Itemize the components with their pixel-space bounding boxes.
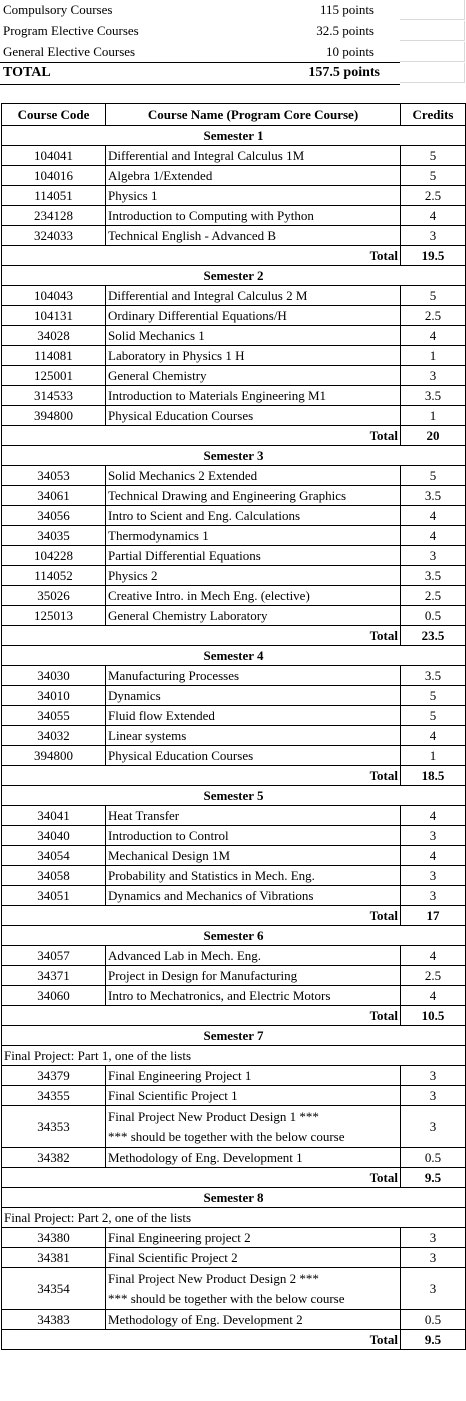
course-name: Project in Design for Manufacturing xyxy=(106,966,401,986)
course-row xyxy=(2,946,466,966)
course-row xyxy=(2,286,466,306)
course-row xyxy=(2,1310,466,1330)
semester-total-label: Total xyxy=(2,246,401,266)
course-row xyxy=(2,1066,466,1086)
summary-row-compulsory xyxy=(0,0,466,20)
course-name: General Chemistry Laboratory xyxy=(106,606,401,626)
course-credits: 5 xyxy=(401,466,466,486)
course-code: 34354 xyxy=(2,1268,106,1310)
course-row xyxy=(2,146,466,166)
summary-value: 115 points xyxy=(319,2,374,17)
course-code: 35026 xyxy=(2,586,106,606)
course-code: 34010 xyxy=(2,686,106,706)
semester-total-row xyxy=(2,246,466,266)
semester-note-row xyxy=(2,1208,466,1228)
course-credits: 4 xyxy=(401,206,466,226)
course-name: General Chemistry xyxy=(106,366,401,386)
course-row xyxy=(2,486,466,506)
course-name: Manufacturing Processes xyxy=(106,666,401,686)
course-name: Physics 2 xyxy=(106,566,401,586)
course-credits: 3 xyxy=(401,1268,466,1310)
semester-note-row xyxy=(2,1046,466,1066)
course-code: 34040 xyxy=(2,826,106,846)
course-name xyxy=(106,1268,401,1310)
semester-total-row xyxy=(2,766,466,786)
course-credits: 4 xyxy=(401,326,466,346)
summary-label: General Elective Courses xyxy=(3,44,136,59)
course-name: Methodology of Eng. Development 2 xyxy=(106,1310,401,1330)
summary-label: Program Elective Courses xyxy=(3,23,139,38)
semester-title: Semester 2 xyxy=(2,266,466,286)
course-code: 114051 xyxy=(2,186,106,206)
course-name: Physics 1 xyxy=(106,186,401,206)
course-row xyxy=(2,546,466,566)
semester-total-credits: 17 xyxy=(401,906,466,926)
course-code: 34054 xyxy=(2,846,106,866)
course-name: Solid Mechanics 1 xyxy=(106,326,401,346)
course-credits: 3 xyxy=(401,826,466,846)
course-row xyxy=(2,686,466,706)
semester-total-credits: 19.5 xyxy=(401,246,466,266)
course-code: 114052 xyxy=(2,566,106,586)
semester-total-row xyxy=(2,1006,466,1026)
course-row xyxy=(2,1086,466,1106)
course-code: 34028 xyxy=(2,326,106,346)
summary-value: 10 points xyxy=(325,44,374,59)
course-table xyxy=(1,103,466,1350)
course-name: Introduction to Control xyxy=(106,826,401,846)
course-row xyxy=(2,326,466,346)
course-name: Creative Intro. in Mech Eng. (elective) xyxy=(106,586,401,606)
course-credits: 4 xyxy=(401,946,466,966)
header-course-code: Course Code xyxy=(2,104,106,126)
semester-title: Semester 5 xyxy=(2,786,466,806)
course-row xyxy=(2,1268,466,1310)
course-name: Final Engineering Project 1 xyxy=(106,1066,401,1086)
semester-heading-row xyxy=(2,646,466,666)
course-row xyxy=(2,346,466,366)
course-code: 34383 xyxy=(2,1310,106,1330)
course-name: Methodology of Eng. Development 1 xyxy=(106,1148,401,1168)
course-row xyxy=(2,466,466,486)
semester-heading-row xyxy=(2,266,466,286)
course-name: Mechanical Design 1M xyxy=(106,846,401,866)
course-name: Probability and Statistics in Mech. Eng. xyxy=(106,866,401,886)
course-credits: 3 xyxy=(401,1248,466,1268)
course-row xyxy=(2,826,466,846)
course-credits: 3 xyxy=(401,1106,466,1148)
semester-heading-row xyxy=(2,446,466,466)
semester-total-label: Total xyxy=(2,1330,401,1350)
course-credits: 3.5 xyxy=(401,666,466,686)
course-name: Intro to Mechatronics, and Electric Motors xyxy=(106,986,401,1006)
course-row xyxy=(2,586,466,606)
course-credits: 2.5 xyxy=(401,966,466,986)
course-credits: 0.5 xyxy=(401,606,466,626)
course-credits: 2.5 xyxy=(401,586,466,606)
course-name: Technical Drawing and Engineering Graphics xyxy=(106,486,401,506)
course-code: 34061 xyxy=(2,486,106,506)
course-credits: 0.5 xyxy=(401,1148,466,1168)
semester-title: Semester 1 xyxy=(2,126,466,146)
course-code: 34055 xyxy=(2,706,106,726)
course-name: Final Scientific Project 2 xyxy=(106,1248,401,1268)
course-name: Final Scientific Project 1 xyxy=(106,1086,401,1106)
course-subnote: *** should be together with the below course xyxy=(108,1129,345,1144)
semester-total-label: Total xyxy=(2,906,401,926)
course-credits: 5 xyxy=(401,286,466,306)
semester-title: Semester 4 xyxy=(2,646,466,666)
course-code: 34381 xyxy=(2,1248,106,1268)
summary-bottom-line xyxy=(0,84,400,85)
semester-title: Semester 7 xyxy=(2,1026,466,1046)
course-row xyxy=(2,206,466,226)
course-code: 104041 xyxy=(2,146,106,166)
course-code: 34060 xyxy=(2,986,106,1006)
course-code: 34057 xyxy=(2,946,106,966)
semester-heading-row xyxy=(2,126,466,146)
course-name: Physical Education Courses xyxy=(106,406,401,426)
course-row xyxy=(2,1228,466,1248)
course-credits: 4 xyxy=(401,806,466,826)
summary-value: 32.5 points xyxy=(316,23,374,38)
course-code: 34353 xyxy=(2,1106,106,1148)
course-name: Differential and Integral Calculus 1M xyxy=(106,146,401,166)
header-credits: Credits xyxy=(401,104,466,126)
course-row xyxy=(2,706,466,726)
summary-row-total xyxy=(0,63,466,83)
course-code: 394800 xyxy=(2,746,106,766)
semester-total-credits: 18.5 xyxy=(401,766,466,786)
course-name: Ordinary Differential Equations/H xyxy=(106,306,401,326)
course-credits: 4 xyxy=(401,526,466,546)
course-row xyxy=(2,746,466,766)
course-name: Solid Mechanics 2 Extended xyxy=(106,466,401,486)
course-name xyxy=(106,1106,401,1148)
course-name-text: Final Project New Product Design 1 *** xyxy=(108,1109,319,1124)
semester-total-label: Total xyxy=(2,1006,401,1026)
course-name: Algebra 1/Extended xyxy=(106,166,401,186)
course-code: 104131 xyxy=(2,306,106,326)
course-code: 104228 xyxy=(2,546,106,566)
course-credits: 3 xyxy=(401,366,466,386)
course-name: Partial Differential Equations xyxy=(106,546,401,566)
course-code: 34371 xyxy=(2,966,106,986)
summary-row-general-elective xyxy=(0,42,466,62)
course-credits: 1 xyxy=(401,406,466,426)
course-row xyxy=(2,386,466,406)
semester-heading-row xyxy=(2,926,466,946)
course-code: 234128 xyxy=(2,206,106,226)
semester-total-credits: 9.5 xyxy=(401,1168,466,1188)
course-row xyxy=(2,666,466,686)
course-row xyxy=(2,166,466,186)
semester-total-row xyxy=(2,906,466,926)
semester-total-credits: 20 xyxy=(401,426,466,446)
course-row xyxy=(2,986,466,1006)
semester-total-label: Total xyxy=(2,1168,401,1188)
course-credits: 4 xyxy=(401,506,466,526)
course-code: 34058 xyxy=(2,866,106,886)
course-code: 34041 xyxy=(2,806,106,826)
course-code: 34035 xyxy=(2,526,106,546)
course-code: 34380 xyxy=(2,1228,106,1248)
course-credits: 5 xyxy=(401,686,466,706)
course-credits: 3 xyxy=(401,1086,466,1106)
semester-heading-row xyxy=(2,786,466,806)
course-credits: 0.5 xyxy=(401,1310,466,1330)
summary-label: Compulsory Courses xyxy=(3,2,113,17)
course-credits: 4 xyxy=(401,846,466,866)
course-row xyxy=(2,406,466,426)
course-code: 34032 xyxy=(2,726,106,746)
course-row xyxy=(2,306,466,326)
course-row xyxy=(2,726,466,746)
course-code: 104016 xyxy=(2,166,106,186)
semester-note: Final Project: Part 2, one of the lists xyxy=(2,1208,466,1228)
course-credits: 3.5 xyxy=(401,386,466,406)
course-credits: 1 xyxy=(401,746,466,766)
course-code: 394800 xyxy=(2,406,106,426)
course-code: 34053 xyxy=(2,466,106,486)
semester-title: Semester 6 xyxy=(2,926,466,946)
course-credits: 4 xyxy=(401,726,466,746)
course-row xyxy=(2,806,466,826)
semester-heading-row xyxy=(2,1188,466,1208)
course-credits: 3.5 xyxy=(401,566,466,586)
semester-title: Semester 8 xyxy=(2,1188,466,1208)
course-row xyxy=(2,606,466,626)
course-code: 34051 xyxy=(2,886,106,906)
course-code: 314533 xyxy=(2,386,106,406)
course-credits: 3 xyxy=(401,1228,466,1248)
course-code: 324033 xyxy=(2,226,106,246)
course-row xyxy=(2,366,466,386)
course-row xyxy=(2,566,466,586)
course-credits: 3 xyxy=(401,886,466,906)
course-row xyxy=(2,866,466,886)
course-credits: 3 xyxy=(401,226,466,246)
course-code: 34382 xyxy=(2,1148,106,1168)
course-row xyxy=(2,846,466,866)
course-row xyxy=(2,186,466,206)
table-header-row xyxy=(2,104,466,126)
course-credits: 4 xyxy=(401,986,466,1006)
semester-total-credits: 10.5 xyxy=(401,1006,466,1026)
course-name: Fluid flow Extended xyxy=(106,706,401,726)
course-credits: 2.5 xyxy=(401,186,466,206)
course-name: Intro to Scient and Eng. Calculations xyxy=(106,506,401,526)
course-row xyxy=(2,226,466,246)
course-row xyxy=(2,506,466,526)
course-code: 34355 xyxy=(2,1086,106,1106)
course-credits: 5 xyxy=(401,146,466,166)
semester-total-row xyxy=(2,1168,466,1188)
course-code: 125001 xyxy=(2,366,106,386)
semester-note: Final Project: Part 1, one of the lists xyxy=(2,1046,466,1066)
course-name: Laboratory in Physics 1 H xyxy=(106,346,401,366)
course-credits: 1 xyxy=(401,346,466,366)
course-name: Differential and Integral Calculus 2 M xyxy=(106,286,401,306)
course-code: 34030 xyxy=(2,666,106,686)
course-name: Introduction to Computing with Python xyxy=(106,206,401,226)
course-credits: 3 xyxy=(401,546,466,566)
course-name-text: Final Project New Product Design 2 *** xyxy=(108,1271,319,1286)
course-credits: 3.5 xyxy=(401,486,466,506)
semester-total-label: Total xyxy=(2,626,401,646)
course-row xyxy=(2,526,466,546)
course-name: Thermodynamics 1 xyxy=(106,526,401,546)
semester-total-row xyxy=(2,426,466,446)
header-course-name: Course Name (Program Core Course) xyxy=(106,104,401,126)
summary-total-label: TOTAL xyxy=(3,65,51,80)
semester-total-label: Total xyxy=(2,426,401,446)
summary-total-value: 157.5 points xyxy=(308,65,380,80)
course-name: Heat Transfer xyxy=(106,806,401,826)
semester-heading-row xyxy=(2,1026,466,1046)
course-credits: 3 xyxy=(401,866,466,886)
course-name: Introduction to Materials Engineering M1 xyxy=(106,386,401,406)
course-code: 114081 xyxy=(2,346,106,366)
semester-total-credits: 23.5 xyxy=(401,626,466,646)
course-credits: 2.5 xyxy=(401,306,466,326)
course-row xyxy=(2,886,466,906)
course-name: Dynamics and Mechanics of Vibrations xyxy=(106,886,401,906)
course-row xyxy=(2,966,466,986)
course-name: Advanced Lab in Mech. Eng. xyxy=(106,946,401,966)
course-code: 34379 xyxy=(2,1066,106,1086)
course-name: Physical Education Courses xyxy=(106,746,401,766)
points-summary xyxy=(0,0,466,85)
course-name: Linear systems xyxy=(106,726,401,746)
course-row xyxy=(2,1248,466,1268)
semester-total-row xyxy=(2,626,466,646)
course-subnote: *** should be together with the below course xyxy=(108,1291,345,1306)
course-name: Final Engineering project 2 xyxy=(106,1228,401,1248)
course-row xyxy=(2,1106,466,1148)
course-credits: 5 xyxy=(401,166,466,186)
semester-total-row xyxy=(2,1330,466,1350)
course-code: 104043 xyxy=(2,286,106,306)
semester-title: Semester 3 xyxy=(2,446,466,466)
semester-total-label: Total xyxy=(2,766,401,786)
course-name: Technical English - Advanced B xyxy=(106,226,401,246)
course-credits: 5 xyxy=(401,706,466,726)
course-name: Dynamics xyxy=(106,686,401,706)
course-row xyxy=(2,1148,466,1168)
summary-row-program-elective xyxy=(0,21,466,41)
course-credits: 3 xyxy=(401,1066,466,1086)
course-code: 125013 xyxy=(2,606,106,626)
course-code: 34056 xyxy=(2,506,106,526)
semester-total-credits: 9.5 xyxy=(401,1330,466,1350)
